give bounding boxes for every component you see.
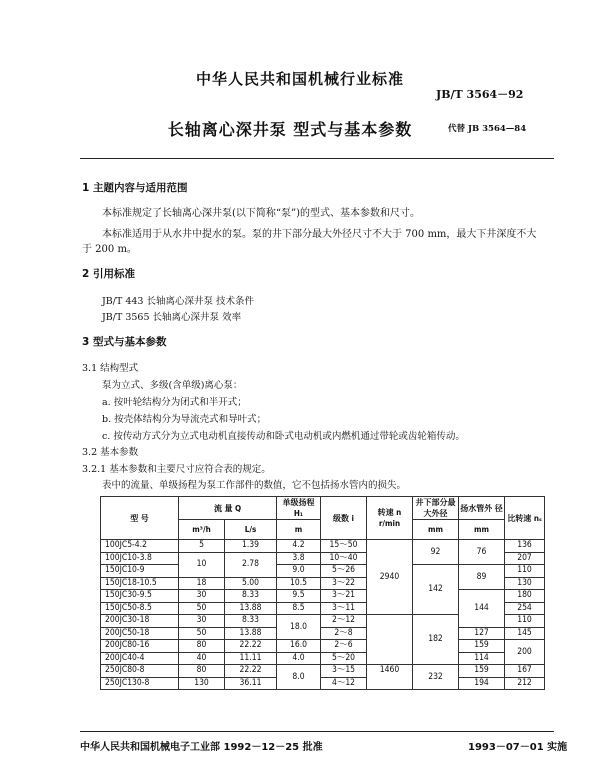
cell-od: 182	[413, 615, 459, 665]
cell-flow-m3h: 18	[179, 577, 225, 590]
table-row	[101, 665, 545, 678]
cell-head: 3.8	[277, 552, 321, 565]
cell-flow-ls: 8.33	[225, 615, 277, 628]
section-1-heading: 1 主题内容与适用范围	[82, 182, 188, 194]
cell-od: 142	[413, 565, 459, 615]
cell-pipe: 159	[459, 665, 505, 678]
cell-model: 100JC5-4.2	[101, 540, 179, 553]
issue-note: 中华人民共和国机械电子工业部 1992－12－25 批准	[80, 742, 323, 753]
cell-flow-ls: 36.11	[225, 677, 277, 690]
cell-stages: 3～11	[321, 602, 367, 615]
cell-stages: 3～22	[321, 577, 367, 590]
cell-flow-m3h: 40	[179, 652, 225, 665]
header-speed-unit: r/min	[378, 519, 401, 528]
cell-head: 16.0	[277, 640, 321, 653]
cell-pipe: 144	[459, 590, 505, 628]
cell-head: 4.0	[277, 652, 321, 665]
cell-model: 250JC80-8	[101, 665, 179, 678]
table-row	[101, 590, 545, 603]
cell-flow-m3h: 50	[179, 602, 225, 615]
cell-flow-m3h: 5	[179, 540, 225, 553]
header-od: 井下部分最大外径	[413, 497, 459, 520]
table-row	[101, 565, 545, 578]
header-pipe: 扬水管外 径	[459, 497, 505, 520]
cell-stages: 4～12	[321, 677, 367, 690]
cell-ns: 212	[505, 677, 545, 690]
cell-stages: 5～20	[321, 652, 367, 665]
header-ns: 比转速 nₛ	[505, 497, 545, 540]
cell-model: 150JC50-8.5	[101, 602, 179, 615]
cell-ns: 180	[505, 590, 545, 603]
cell-head: 9.0	[277, 565, 321, 578]
header-flow-unit-m3h: m³/h	[179, 520, 225, 540]
header-divider	[80, 158, 554, 159]
reference-jbt443: JB/T 443 长轴离心深井泵 技术条件	[102, 296, 255, 307]
section-3-1-item-c: c. 按传动方式分为立式电动机直接传动和卧式电动机或内燃机通过带轮或齿轮箱传动。	[102, 431, 465, 442]
cell-ns: 167	[505, 665, 545, 678]
section-1-paragraph-1: 本标准规定了长轴离心深井泵(以下简称“泵”)的型式、基本参数和尺寸。	[102, 208, 421, 219]
cell-pipe: 76	[459, 540, 505, 565]
footer-divider	[80, 731, 554, 732]
section-2-heading: 2 引用标准	[82, 268, 135, 280]
cell-flow-ls: 22.22	[225, 665, 277, 678]
header-head-symbol: H₁	[293, 509, 304, 518]
cell-stages: 10～40	[321, 552, 367, 565]
header-speed: 转速 n r/min	[367, 497, 413, 540]
cell-head: 4.2	[277, 540, 321, 553]
cell-ns: 145	[505, 627, 545, 640]
cell-flow-ls: 11.11	[225, 652, 277, 665]
section-1-paragraph-2-cont: 于 200 m。	[82, 244, 137, 255]
section-3-1-item-b: b. 按壳体结构分为导流壳式和导叶式；	[102, 414, 267, 425]
cell-ns: 110	[505, 565, 545, 578]
cell-od: 92	[413, 540, 459, 565]
section-3-2-1-note: 表中的流量、单级扬程为泵工作部件的数值，它不包括扬水管内的损失。	[102, 480, 407, 491]
reference-jbt3565: JB/T 3565 长轴离心深井泵 效率	[102, 312, 242, 323]
cell-ns: 207	[505, 552, 545, 565]
cell-model: 150JC30-9.5	[101, 590, 179, 603]
cell-ns: 110	[505, 615, 545, 628]
header-model: 型 号	[101, 497, 179, 540]
cell-stages: 2～12	[321, 615, 367, 628]
cell-flow-m3h: 10	[179, 552, 225, 577]
cell-ns: 254	[505, 602, 545, 615]
page-title: 长轴离心深井泵 型式与基本参数	[167, 120, 413, 139]
section-1-paragraph-2: 本标准适用于从水井中提水的泵。泵的井下部分最大外径尺寸不大于 700 mm，最大下井深度不大	[102, 229, 537, 240]
header-head: 单级扬程 H₁	[277, 497, 321, 520]
cell-flow-m3h: 50	[179, 627, 225, 640]
replaces-note: 代替 JB 3564—84	[448, 124, 527, 134]
cell-speed: 2940	[367, 540, 413, 615]
table-row	[101, 540, 545, 553]
cell-ns: 200	[505, 640, 545, 665]
header-pipe-unit: mm	[459, 520, 505, 540]
section-3-heading: 3 型式与基本参数	[82, 336, 167, 348]
cell-flow-m3h: 30	[179, 590, 225, 603]
effective-date: 1993－07－01 实施	[468, 742, 568, 753]
section-3-1-item-a: a. 按叶轮结构分为闭式和半开式；	[102, 397, 247, 408]
section-3-2-1-text: 3.2.1 基本参数和主要尺寸应符合表的规定。	[82, 464, 271, 475]
standard-title: 中华人民共和国机械行业标准	[195, 70, 404, 88]
cell-stages: 3～21	[321, 590, 367, 603]
cell-flow-ls: 22.22	[225, 640, 277, 653]
cell-flow-m3h: 30	[179, 615, 225, 628]
cell-stages: 15～50	[321, 540, 367, 553]
table-row	[101, 677, 545, 690]
cell-flow-m3h: 80	[179, 640, 225, 653]
cell-model: 250JC130-8	[101, 677, 179, 690]
cell-flow-ls: 13.88	[225, 602, 277, 615]
section-3-2-heading: 3.2 基本参数	[82, 447, 139, 458]
cell-head: 8.0	[277, 665, 321, 690]
cell-stages: 2～6	[321, 640, 367, 653]
header-flow-unit-ls: L/s	[225, 520, 277, 540]
cell-head: 18.0	[277, 615, 321, 640]
cell-model: 150JC10-9	[101, 565, 179, 578]
cell-od: 232	[413, 665, 459, 690]
cell-pipe: 159	[459, 640, 505, 653]
cell-ns: 136	[505, 540, 545, 553]
section-3-1-heading: 3.1 结构型式	[82, 363, 139, 374]
header-stages: 级数 i	[321, 497, 367, 540]
cell-model: 200JC40-4	[101, 652, 179, 665]
cell-model: 200JC50-18	[101, 627, 179, 640]
cell-head: 8.5	[277, 602, 321, 615]
parameters-table	[100, 496, 545, 690]
cell-head: 9.5	[277, 590, 321, 603]
cell-speed	[367, 615, 413, 665]
table-row	[101, 640, 545, 653]
table-row	[101, 627, 545, 640]
cell-model: 200JC80-16	[101, 640, 179, 653]
cell-ns: 130	[505, 577, 545, 590]
cell-stages: 2～8	[321, 627, 367, 640]
cell-pipe: 114	[459, 652, 505, 665]
header-flow: 流 量 Q	[179, 497, 277, 520]
cell-speed: 1460	[367, 665, 413, 690]
cell-pipe: 89	[459, 565, 505, 590]
section-3-1-intro: 泵为立式、多级(含单级)离心泵：	[102, 380, 243, 391]
header-head-unit: m	[277, 520, 321, 540]
cell-model: 100JC10-3.8	[101, 552, 179, 565]
cell-model: 150JC18-10.5	[101, 577, 179, 590]
cell-head: 10.5	[277, 577, 321, 590]
cell-flow-ls: 13.88	[225, 627, 277, 640]
cell-pipe: 194	[459, 677, 505, 690]
cell-stages: 5～26	[321, 565, 367, 578]
cell-flow-m3h: 130	[179, 677, 225, 690]
cell-flow-m3h: 80	[179, 665, 225, 678]
table-row	[101, 652, 545, 665]
cell-stages: 3～15	[321, 665, 367, 678]
cell-model: 200JC30-18	[101, 615, 179, 628]
standard-code: JB/T 3564－92	[436, 88, 524, 101]
cell-flow-ls: 2.78	[225, 552, 277, 577]
cell-flow-ls: 5.00	[225, 577, 277, 590]
cell-flow-ls: 1.39	[225, 540, 277, 553]
cell-flow-ls: 8.33	[225, 590, 277, 603]
cell-pipe: 127	[459, 627, 505, 640]
header-od-unit: mm	[413, 520, 459, 540]
